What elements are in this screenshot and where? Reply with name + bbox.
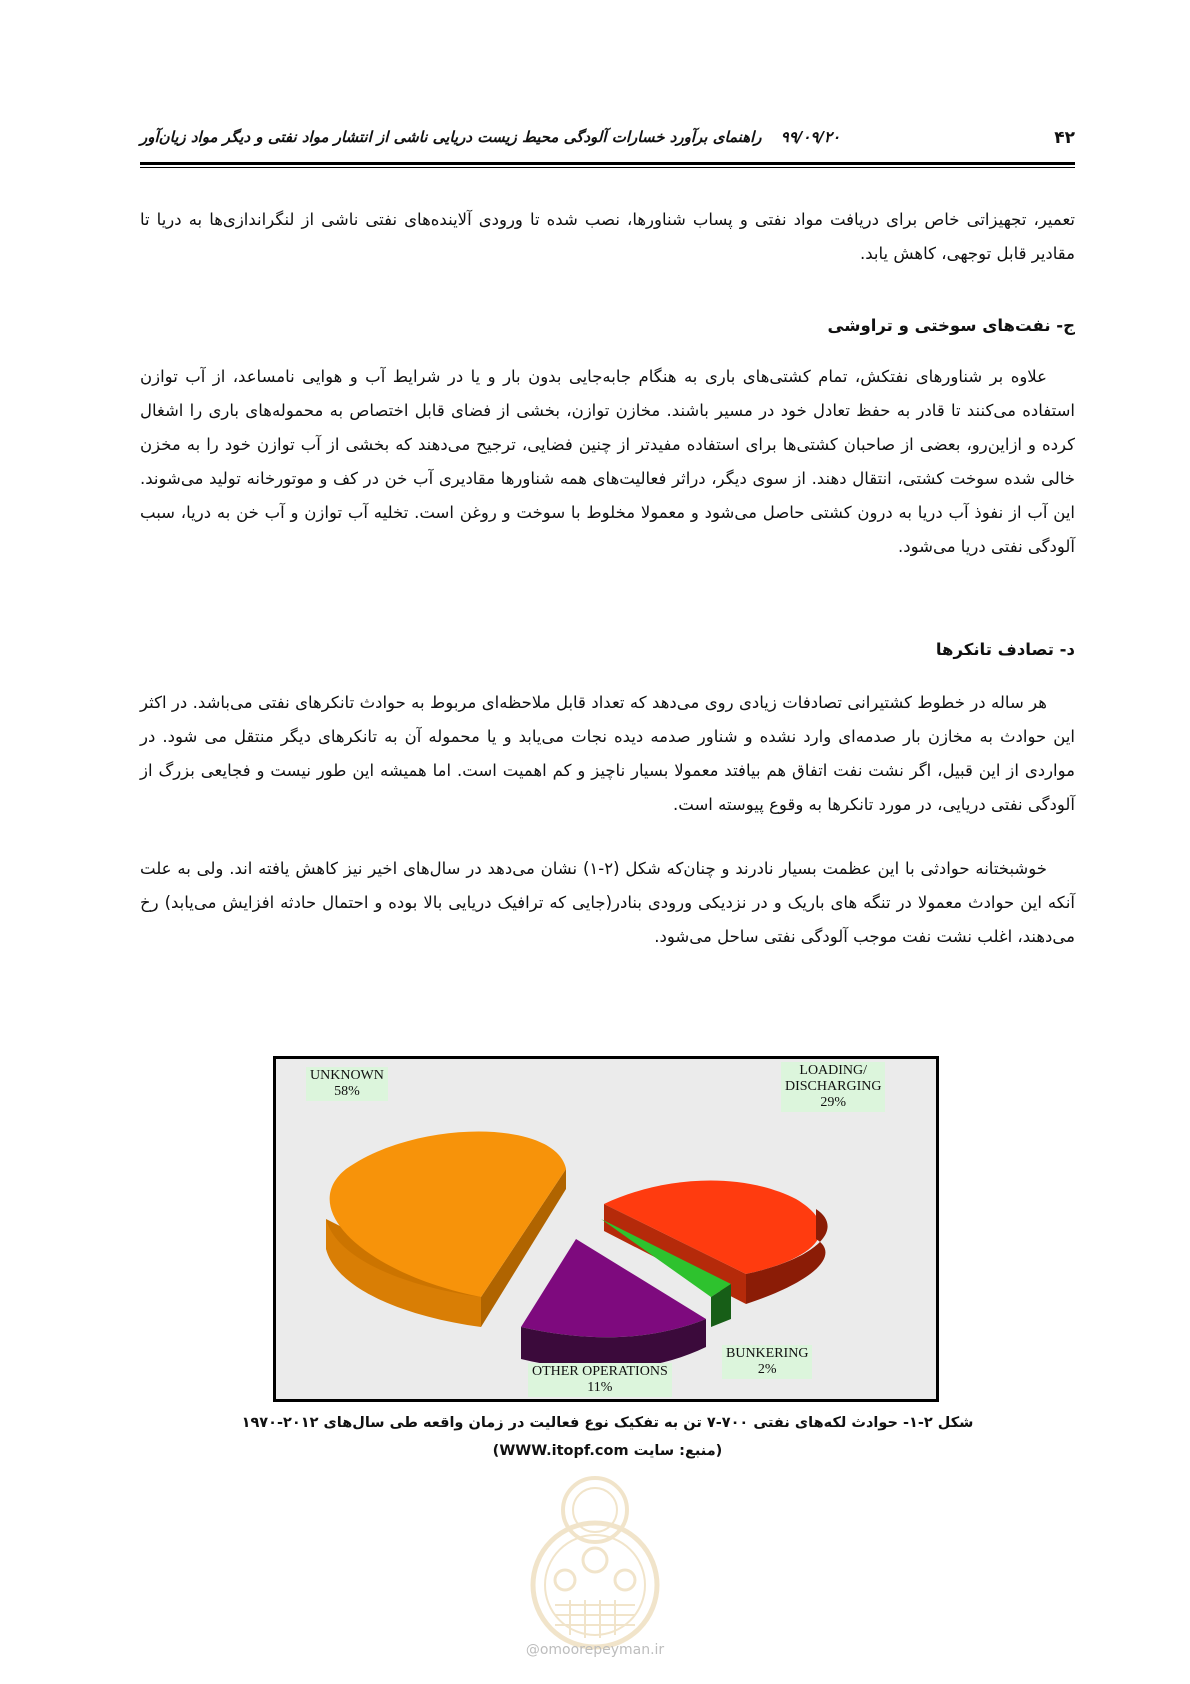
paragraph-4-text: خوشبختانه حوادثی با این عظمت بسیار نادرند و چنان‌که شکل (۲-۱) نشان می‌دهد در سال‌های اخیر نیز کاهش یافته اند. ولی به علت آنکه این حوادث معمولا در تنگه های باریک و در نزدیکی ورودی بنادر(جایی که ترافیک دریایی بالا بوده و احتمال حادثه افزایش می‌یابد) رخ می‌دهند، اغلب نشت نفت موجب آلودگی نفتی ساحل می‌شود. [140,859,1075,946]
paragraph-1 [140,203,1075,271]
running-title [140,128,840,146]
label-bunkering-value: 2% [757,1362,777,1377]
label-unknown-value: 58% [334,1084,360,1099]
header-rule-thin [140,167,1075,168]
header-title: راهنمای برآورد خسارات آلودگی محیط زیست دریایی ناشی از انتشار مواد نفتی و دیگر مواد زیان‌آور [140,128,762,146]
label-bunkering [722,1345,812,1379]
page-number: ۴۲ [1054,128,1075,148]
paragraph-3 [140,686,1075,822]
watermark-site: @omoorepeyman.ir [525,1642,665,1658]
label-unknown [306,1067,388,1101]
watermark-seal-icon [500,1440,690,1650]
label-loading-name-line1: LOADING/ [799,1063,868,1078]
paragraph-3-text: هر ساله در خطوط کشتیرانی تصادفات زیادی روی می‌دهد که تعداد قابل ملاحظه‌ای مربوط به حوادث تانکرهای نفتی می‌باشد. در اکثر این حوادث به مخازن بار صدمه‌ای وارد نشده و شناور صدمه دیده نجات می‌یابد و یا محموله آن به تانکرهای دیگر منتقل می شود. در مواردی از این قبیل، اگر نشت نفت اتفاق هم بیافتد معمولا بسیار ناچیز و کم اهمیت است. اما همیشه این طور نیست و فجایعی بزرگ از آلودگی نفتی دریایی، در مورد تانکرها به وقوع پیوسته است. [140,693,1075,814]
header-date: ۹۹/۰۹/۲۰ [780,128,841,146]
figure-source: (منبع: سایت WWW.itopf.com) [492,1443,723,1459]
label-other [528,1363,672,1397]
label-loading-value: 29% [820,1095,847,1110]
header-rule-thick [140,162,1075,165]
label-unknown-name: UNKNOWN [310,1068,384,1083]
paragraph-1-text: تعمیر، تجهیزاتی خاص برای دریافت مواد نفتی و پساب شناورها، نصب شده تا ورودی آلاینده‌های نفتی ناشی از لنگراندازی‌ها به دریا تا مقادیر قابل توجهی، کاهش یابد. [140,210,1075,263]
paragraph-2-text: علاوه بر شناورهای نفتکش، تمام کشتی‌های باری به هنگام جابه‌جایی بدون بار و یا در شرایط آب و هوایی نامساعد، از آب توازن استفاده می‌کنند تا قادر به حفظ تعادل خود در مسیر باشند. مخازن توازن، بخشی از فضای قابل اختصاص به محموله‌های باری را اشغال کرده و ازاین‌رو، بعضی از صاحبان کشتی‌ها برای استفاده مفیدتر از چنین فضایی، ترجیح می‌دهند که بخشی از آب توازن خود را به مخزن خالی شده سوخت کشتی، انتقال دهند. از سوی دیگر، دراثر فعالیت‌های همه شناورها مقادیری آب خن در کف و موتورخانه تولید می‌شوند. این آب از نفوذ آب دریا به درون کشتی حاصل می‌شود و معمولا مخلوط با سوخت و روغن است. تخلیه آب توازن و آب خن به دریا، سبب آلودگی نفتی دریا می‌شود. [140,367,1075,556]
label-bunkering-name: BUNKERING [726,1346,809,1361]
paragraph-4 [140,852,1075,954]
label-other-name: OTHER OPERATIONS [532,1364,668,1379]
figure-caption: شکل ۲-۱- حوادث لکه‌های نفتی ۷۰۰-۷ تن به تفکیک نوع فعالیت در زمان واقعه طی سال‌های ۲۰۱۲-۱۹۷۰ [241,1415,974,1431]
label-other-value: 11% [587,1380,613,1395]
paragraph-2 [140,360,1075,564]
pie-chart [273,1056,939,1402]
heading-d: د- تصادف تانکرها [935,640,1075,659]
heading-c: ج- نفت‌های سوختی و تراوشی [827,316,1075,335]
label-loading-name-line2: DISCHARGING [785,1079,882,1094]
page-header [140,128,1075,158]
label-loading [781,1062,885,1112]
